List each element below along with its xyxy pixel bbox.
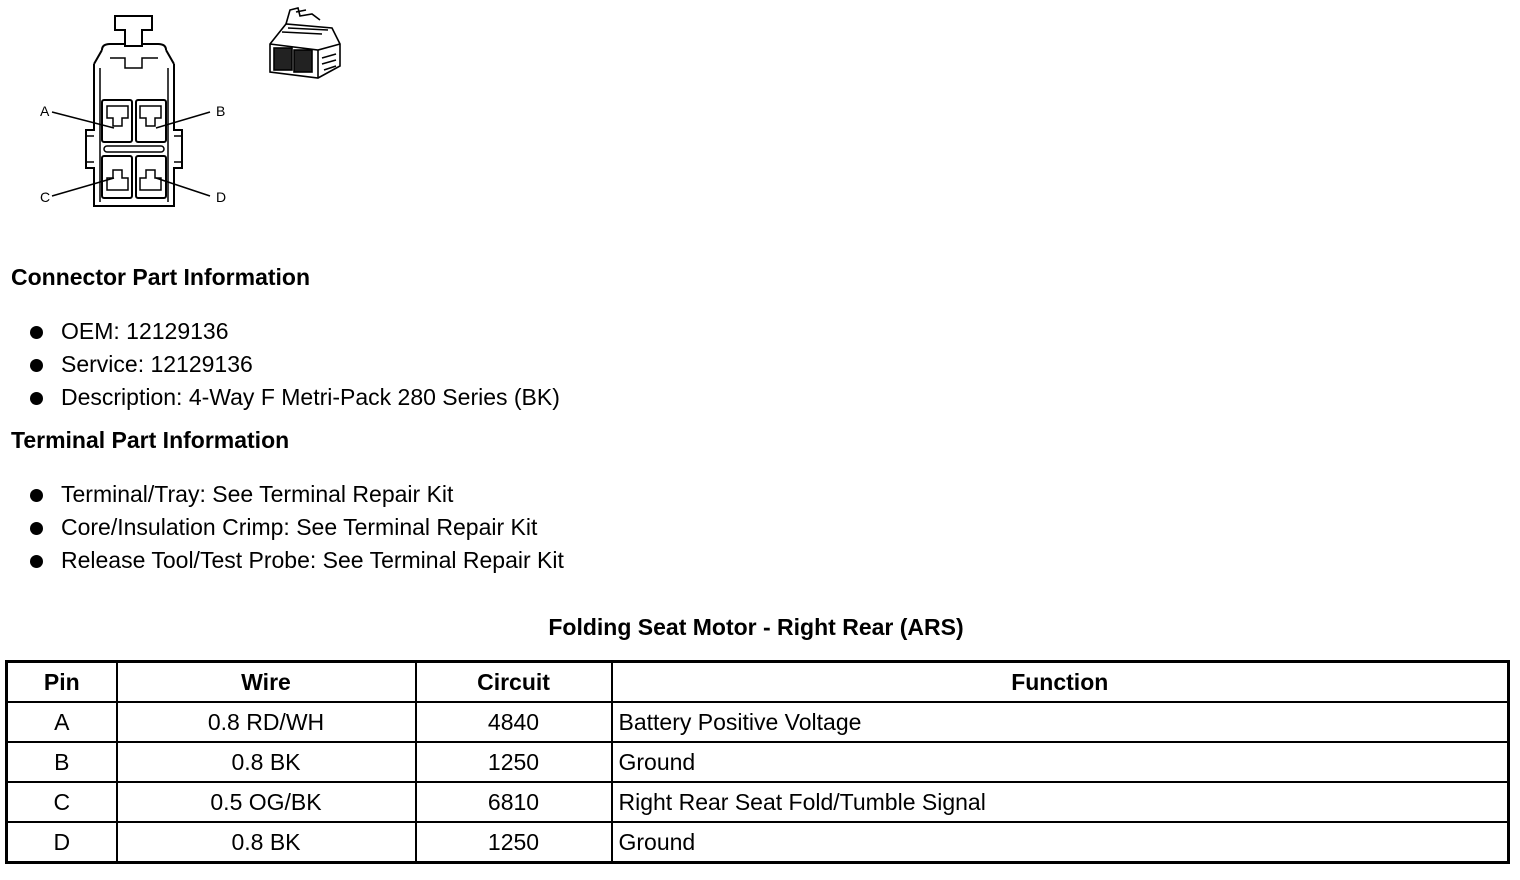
- circuit-cell: 4840: [416, 702, 612, 742]
- pin-label-d: D: [216, 189, 227, 205]
- connector-part-info-list: [28, 315, 560, 414]
- wire-cell: 0.5 OG/BK: [117, 782, 416, 822]
- table-title: Folding Seat Motor - Right Rear (ARS): [548, 614, 964, 640]
- column-header-function: Function: [612, 662, 1509, 703]
- connector-isometric-image: [262, 4, 352, 86]
- list-item: [28, 348, 560, 381]
- pin-label-a: A: [40, 103, 50, 119]
- pin-cell: D: [7, 822, 117, 863]
- list-item-text: Service: 12129136: [61, 351, 253, 377]
- pin-label-c: C: [40, 189, 51, 205]
- table-row: [7, 822, 1509, 863]
- circuit-cell: 1250: [416, 822, 612, 863]
- wire-cell: 0.8 BK: [117, 822, 416, 863]
- wire-cell: 0.8 RD/WH: [117, 702, 416, 742]
- list-item: [28, 544, 564, 577]
- bullet-icon: [30, 489, 43, 502]
- wire-cell: 0.8 BK: [117, 742, 416, 782]
- bullet-icon: [30, 326, 43, 339]
- bullet-icon: [30, 522, 43, 535]
- circuit-cell: 6810: [416, 782, 612, 822]
- pin-label-b: B: [216, 103, 226, 119]
- function-cell: Ground: [612, 742, 1509, 782]
- bullet-icon: [30, 392, 43, 405]
- function-cell: Battery Positive Voltage: [612, 702, 1509, 742]
- list-item-text: Terminal/Tray: See Terminal Repair Kit: [61, 481, 454, 507]
- list-item-text: Core/Insulation Crimp: See Terminal Repair Kit: [61, 514, 538, 540]
- list-item-text: OEM: 12129136: [61, 318, 229, 344]
- list-item-text: Description: 4-Way F Metri-Pack 280 Series (BK): [61, 384, 560, 410]
- function-cell: Right Rear Seat Fold/Tumble Signal: [612, 782, 1509, 822]
- list-item: [28, 511, 564, 544]
- table-row: [7, 782, 1509, 822]
- column-header-pin: Pin: [7, 662, 117, 703]
- table-header-row: [7, 662, 1509, 703]
- column-header-wire: Wire: [117, 662, 416, 703]
- list-item: [28, 315, 560, 348]
- bullet-icon: [30, 359, 43, 372]
- function-cell: Ground: [612, 822, 1509, 863]
- pinout-table: [5, 660, 1510, 864]
- list-item: [28, 478, 564, 511]
- connector-face-diagram: [30, 10, 240, 215]
- pin-cell: A: [7, 702, 117, 742]
- column-header-circuit: Circuit: [416, 662, 612, 703]
- list-item-text: Release Tool/Test Probe: See Terminal Repair Kit: [61, 547, 564, 573]
- table-row: [7, 702, 1509, 742]
- table-row: [7, 742, 1509, 782]
- circuit-cell: 1250: [416, 742, 612, 782]
- terminal-part-info-heading: Terminal Part Information: [11, 427, 290, 453]
- connector-part-info-heading: Connector Part Information: [11, 264, 311, 290]
- list-item: [28, 381, 560, 414]
- bullet-icon: [30, 555, 43, 568]
- pin-cell: C: [7, 782, 117, 822]
- terminal-part-info-list: [28, 478, 564, 577]
- pin-cell: B: [7, 742, 117, 782]
